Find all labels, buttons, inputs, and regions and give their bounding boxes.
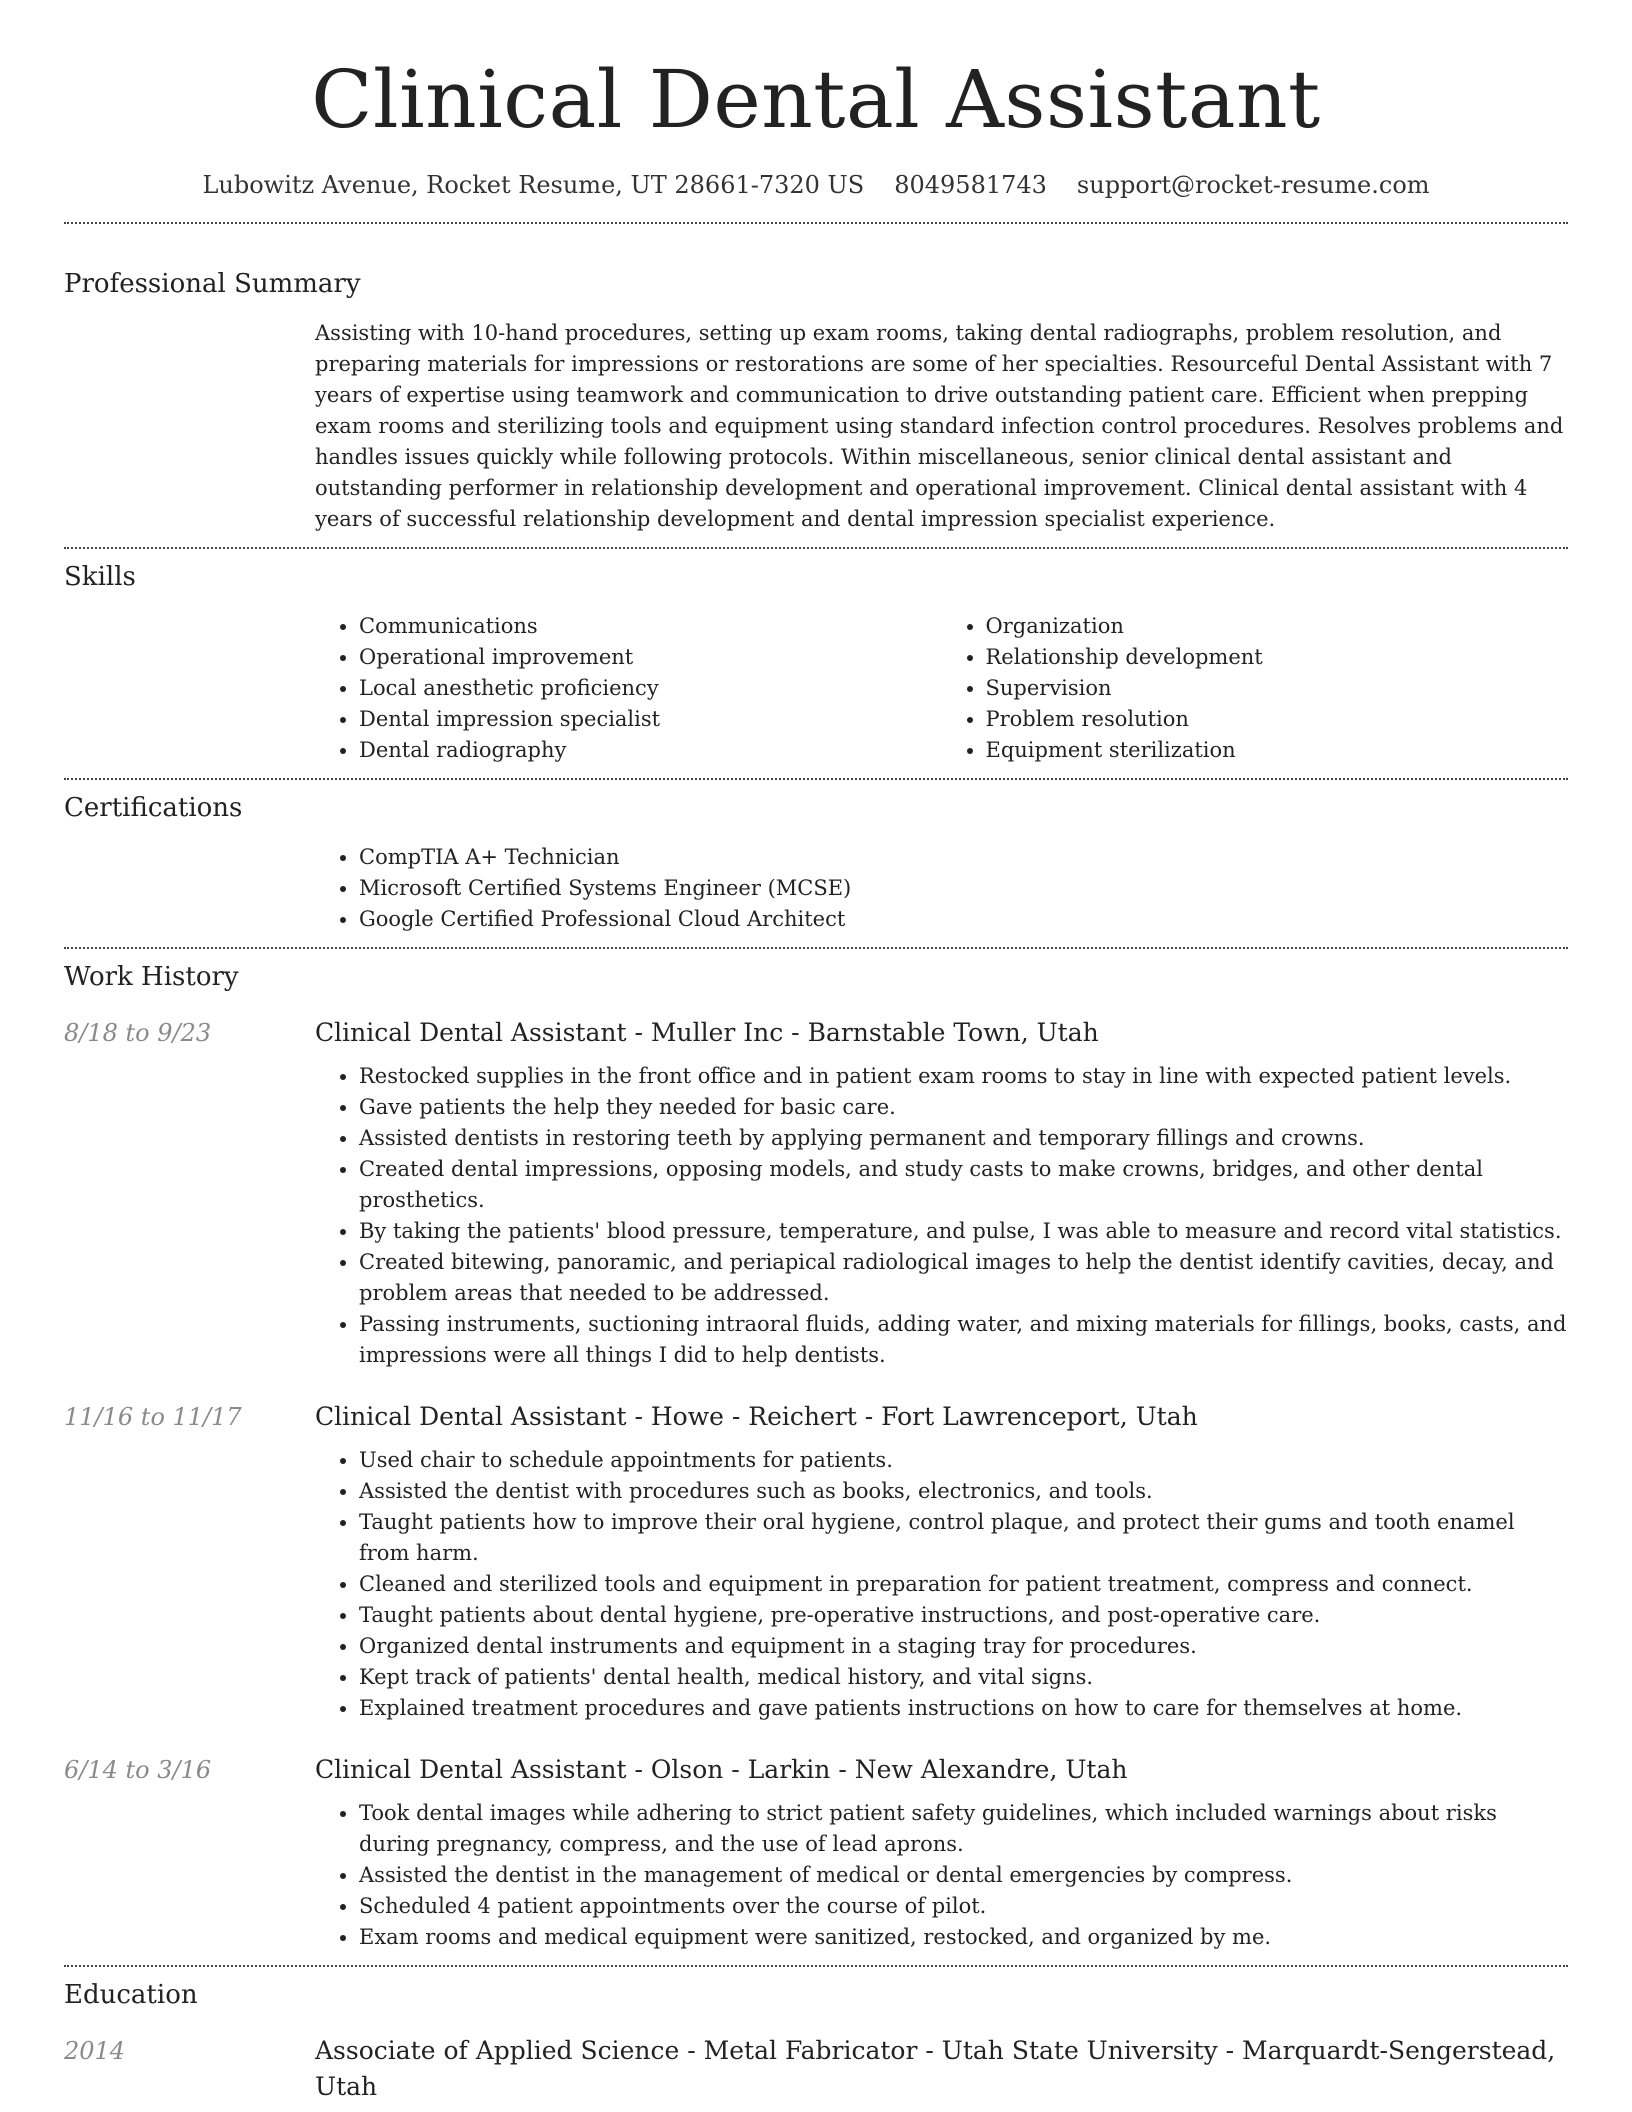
education-year: 2014 [64,2037,126,2065]
job-bullet: • Kept track of patients' dental health, medical history, and vital signs. [359,1662,1568,1693]
section-divider [64,547,1568,549]
job-title: Clinical Dental Assistant - Olson - Larkin - New Alexandre, Utah [315,1755,1128,1784]
certifications-heading: Certifications [64,793,243,823]
job-bullet: • Scheduled 4 patient appointments over the course of pilot. [359,1891,1568,1922]
skills-heading: Skills [64,562,136,592]
resume-page [64,0,1568,2105]
job-bullet: • Assisted dentists in restoring teeth by applying permanent and temporary fillings and crowns. [359,1123,1568,1154]
skill-item: • Organization [986,611,1569,642]
section-divider [64,1965,1568,1967]
job-entry [64,1399,1568,1724]
education-title: Associate of Applied Science - Metal Fabricator - Utah State University - Marquardt-Sengerstead, Utah [315,2036,1556,2101]
skill-item: • Supervision [986,673,1569,704]
job-title: Clinical Dental Assistant - Howe - Reichert - Fort Lawrenceport, Utah [315,1402,1198,1431]
contact-address: Lubowitz Avenue, Rocket Resume, UT 28661-7320 US [202,171,865,199]
section-divider [64,778,1568,780]
job-bullet: • Used chair to schedule appointments for patients. [359,1445,1568,1476]
skill-item: • Local anesthetic proficiency [359,673,942,704]
skill-item: • Problem resolution [986,704,1569,735]
job-bullet: • Taught patients about dental hygiene, pre-operative instructions, and post-operative care. [359,1600,1568,1631]
job-bullet: • Took dental images while adhering to strict patient safety guidelines, which included warnings about risks during pregnancy, compress, and the use of lead aprons. [359,1798,1568,1860]
certification-item: • Microsoft Certified Systems Engineer (MCSE) [359,873,1568,904]
job-bullet: • Assisted the dentist in the management of medical or dental emergencies by compress. [359,1860,1568,1891]
skills-section [64,559,1568,766]
summary-section [64,266,1568,535]
job-bullet-list [315,1061,1568,1371]
skill-item: • Communications [359,611,942,642]
summary-text: Assisting with 10-hand procedures, setting up exam rooms, taking dental radiographs, problem resolution, and preparing materials for impressions or restorations are some of her specialties. Resourceful Dental Assistant with 7 years of expertise using teamwork and communication to drive outstanding patient care. Efficient when prepping exam rooms and sterilizing tools and equipment using standard infection control procedures. Resolves problems and handles issues quickly while following protocols. Within miscellaneous, senior clinical dental assistant and outstanding performer in relationship development and operational improvement. Clinical dental assistant with 4 years of successful relationship development and dental impression specialist experience. [315,321,1564,531]
job-bullet-list [315,1445,1568,1724]
contact-email[interactable]: support@rocket-resume.com [1076,171,1430,199]
job-bullet: • Taught patients how to improve their oral hygiene, control plaque, and protect their gums and tooth enamel from harm. [359,1507,1568,1569]
contact-phone: 8049581743 [894,171,1047,199]
job-dates: 11/16 to 11/17 [64,1403,242,1431]
skill-item: • Equipment sterilization [986,735,1569,766]
certification-item: • Google Certified Professional Cloud Architect [359,904,1568,935]
skill-item: • Relationship development [986,642,1569,673]
skill-item: • Dental radiography [359,735,942,766]
job-bullet: • Organized dental instruments and equipment in a staging tray for procedures. [359,1631,1568,1662]
job-entry [64,1752,1568,1953]
job-bullet: • Created bitewing, panoramic, and periapical radiological images to help the dentist identify cavities, decay, and problem areas that needed to be addressed. [359,1247,1568,1309]
job-entry [64,1015,1568,1371]
skill-item: • Dental impression specialist [359,704,942,735]
section-divider [64,222,1568,224]
certification-item: • CompTIA A+ Technician [359,842,1568,873]
job-bullet: • Explained treatment procedures and gave patients instructions on how to care for themselves at home. [359,1693,1568,1724]
job-bullet-list [315,1798,1568,1953]
job-bullet: • Passing instruments, suctioning intraoral fluids, adding water, and mixing materials for fillings, books, casts, and impressions were all things I did to help dentists. [359,1309,1568,1371]
job-dates: 8/18 to 9/23 [64,1019,212,1047]
job-bullet: • Restocked supplies in the front office and in patient exam rooms to stay in line with expected patient levels. [359,1061,1568,1092]
job-dates: 6/14 to 3/16 [64,1756,212,1784]
education-entry [64,2033,1568,2105]
skills-list-right [942,611,1569,766]
job-bullet: • Created dental impressions, opposing models, and study casts to make crowns, bridges, and other dental prosthetics. [359,1154,1568,1216]
job-bullet: • Cleaned and sterilized tools and equipment in preparation for patient treatment, compress and connect. [359,1569,1568,1600]
job-bullet: • Assisted the dentist with procedures such as books, electronics, and tools. [359,1476,1568,1507]
skill-item: • Operational improvement [359,642,942,673]
education-section [64,1977,1568,2105]
resume-name: Clinical Dental Assistant [311,53,1321,146]
job-title: Clinical Dental Assistant - Muller Inc - Barnstable Town, Utah [315,1018,1099,1047]
summary-heading: Professional Summary [64,269,361,299]
certifications-list [315,842,1568,935]
work-history-heading: Work History [64,962,239,992]
job-bullet: • Gave patients the help they needed for basic care. [359,1092,1568,1123]
job-bullet: • Exam rooms and medical equipment were sanitized, restocked, and organized by me. [359,1922,1568,1953]
certifications-section [64,790,1568,935]
education-heading: Education [64,1980,198,2010]
skills-list-left [315,611,942,766]
work-history-section [64,959,1568,1953]
section-divider [64,947,1568,949]
job-bullet: • By taking the patients' blood pressure, temperature, and pulse, I was able to measure and record vital statistics. [359,1216,1568,1247]
contact-line [64,168,1568,202]
